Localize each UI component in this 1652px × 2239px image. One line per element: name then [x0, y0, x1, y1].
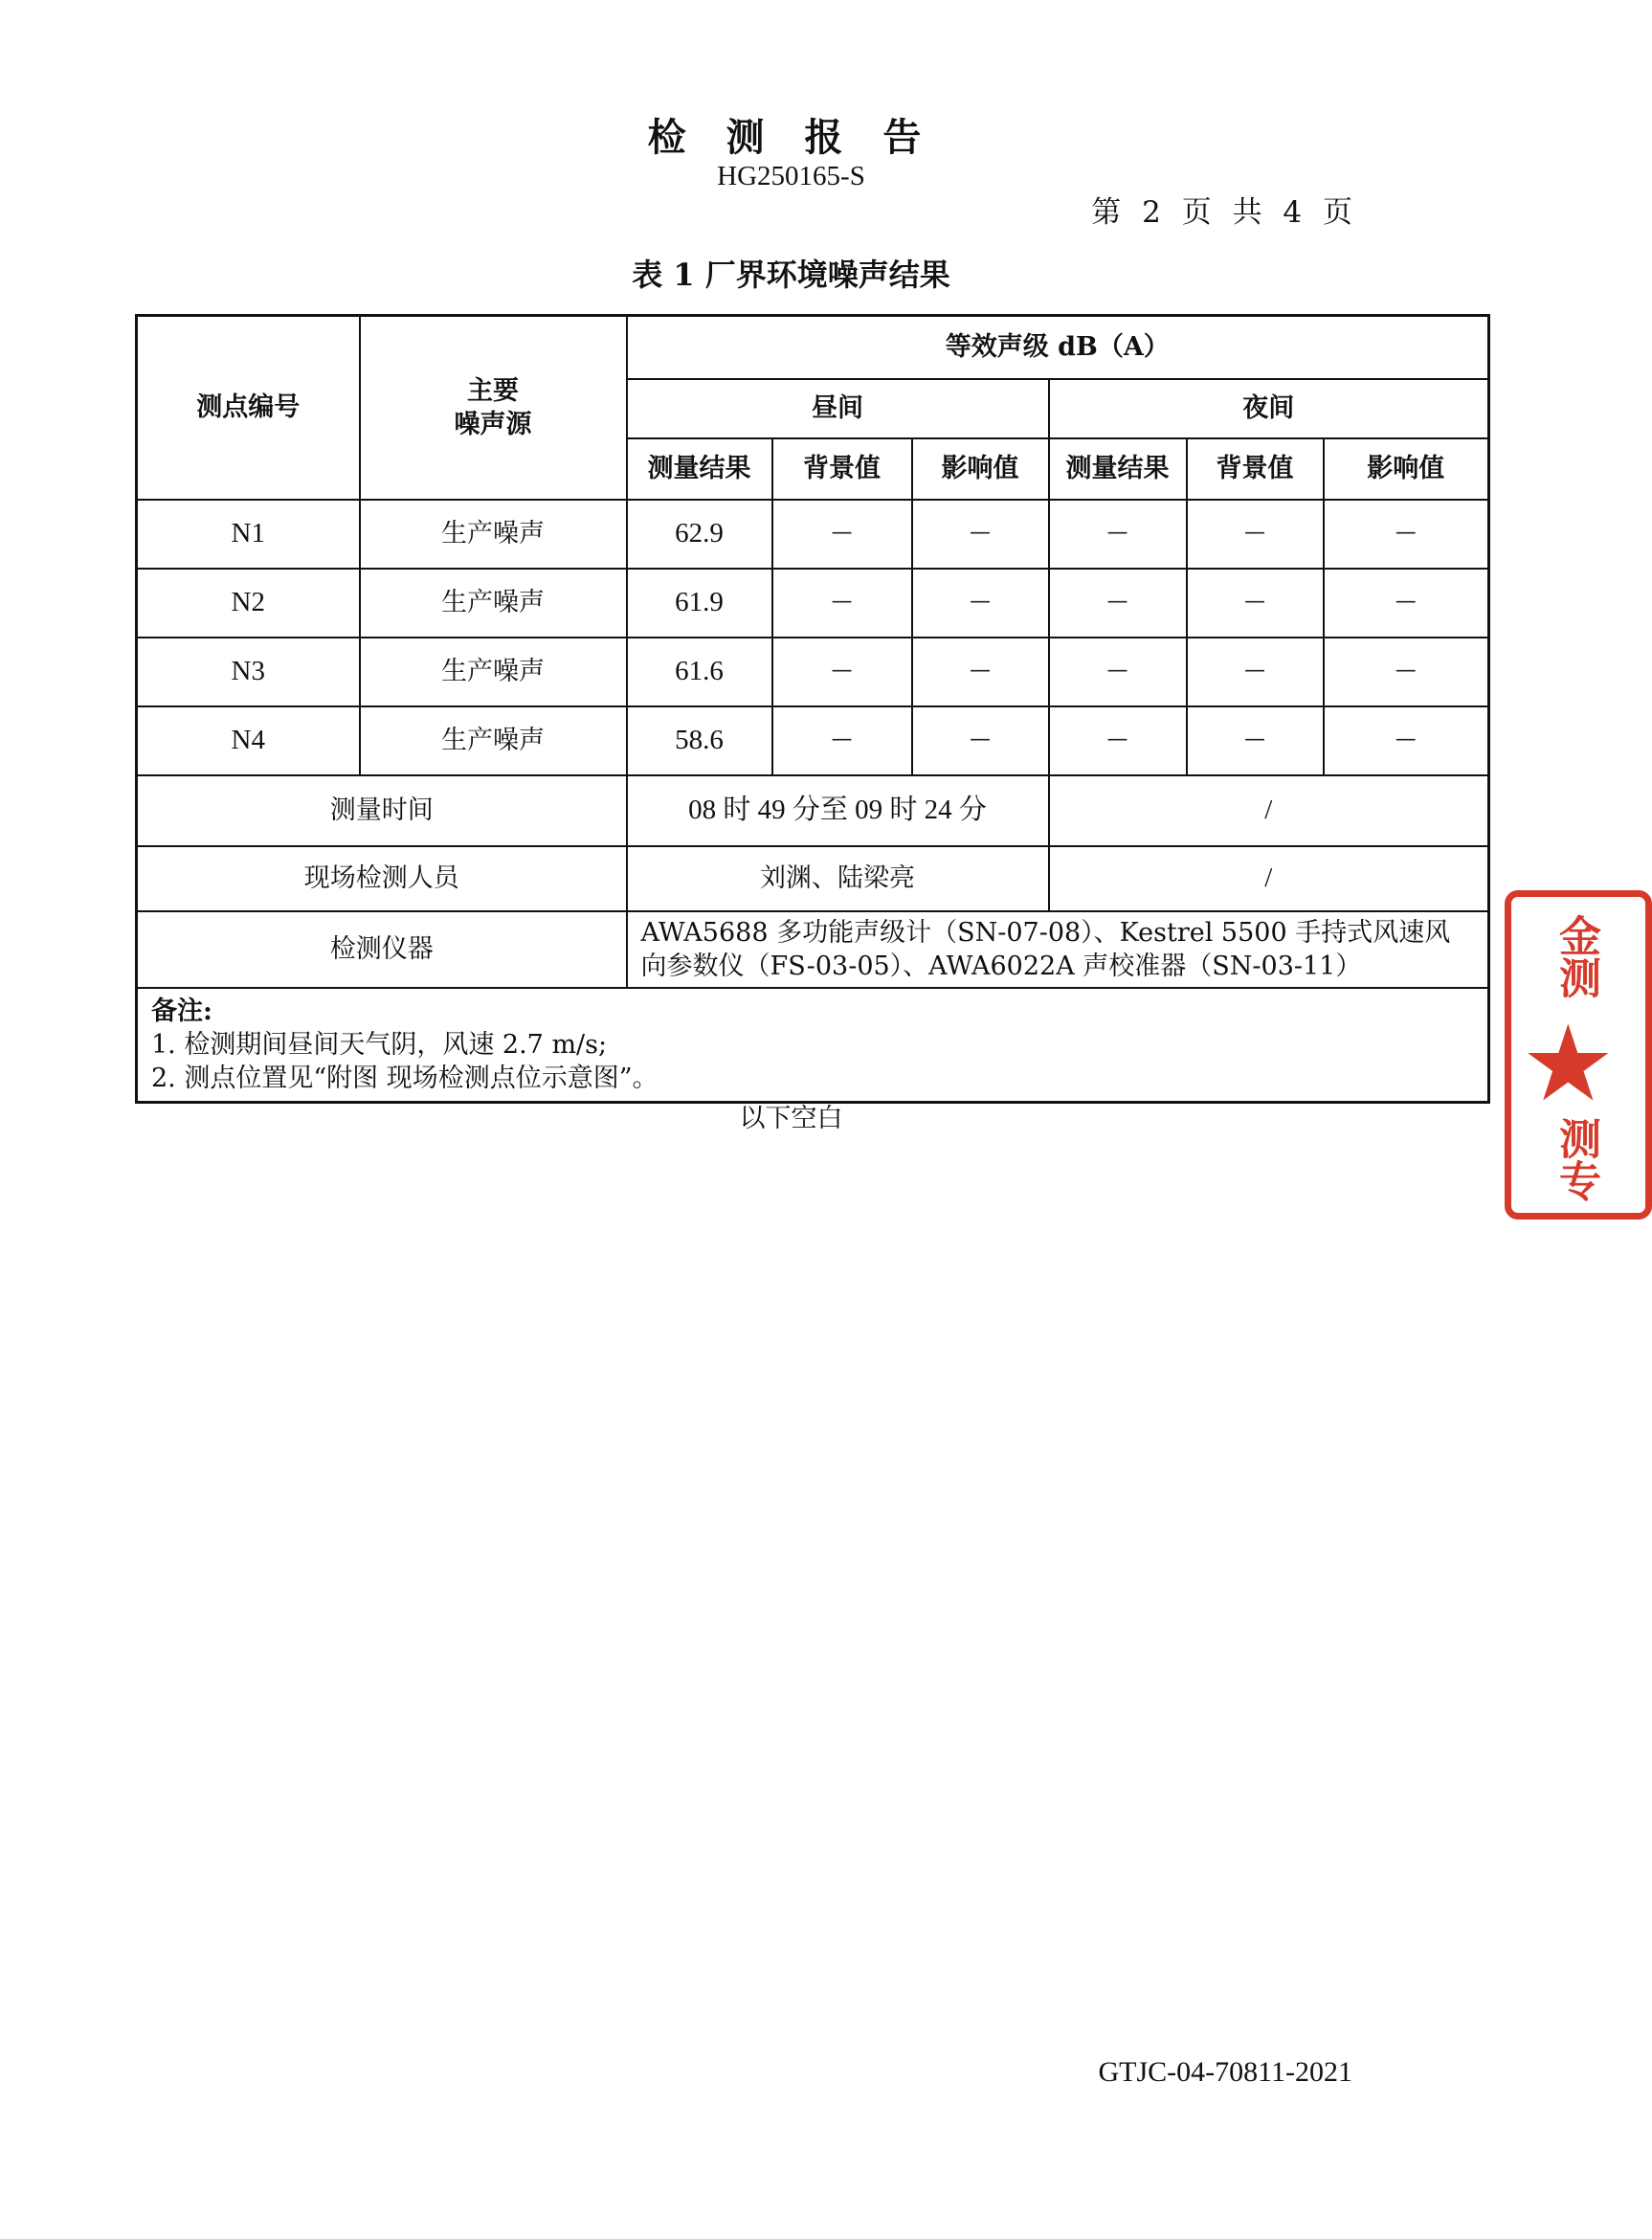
measurement-time-night: /	[1049, 775, 1489, 846]
staff-day: 刘渊、陆梁亮	[627, 846, 1049, 911]
document-code: GTJC-04-70811-2021	[1098, 2056, 1352, 2088]
noise-results-table	[135, 314, 1490, 1104]
page-indicator: 第 2 页 共 4 页	[1091, 195, 1358, 230]
night-result: —	[1049, 569, 1187, 638]
header-point-id: 测点编号	[137, 316, 360, 500]
night-impact: —	[1324, 706, 1489, 775]
table-row	[137, 706, 1489, 775]
noise-source: 生产噪声	[360, 638, 627, 706]
night-background: —	[1187, 638, 1324, 706]
day-impact: —	[912, 500, 1049, 569]
day-result: 58.6	[627, 706, 772, 775]
table-row	[137, 569, 1489, 638]
header-noise-source	[360, 316, 627, 500]
table-row	[137, 500, 1489, 569]
header-night-impact: 影响值	[1324, 438, 1489, 500]
night-background: —	[1187, 706, 1324, 775]
table-row	[137, 638, 1489, 706]
night-result: —	[1049, 706, 1187, 775]
remarks-cell	[137, 988, 1489, 1103]
night-impact: —	[1324, 500, 1489, 569]
instrument-label: 检测仪器	[137, 911, 627, 988]
day-result: 61.9	[627, 569, 772, 638]
night-background: —	[1187, 569, 1324, 638]
staff-night: /	[1049, 846, 1489, 911]
header-noise-source-line1: 主要	[467, 375, 519, 406]
measurement-time-day: 08 时 49 分至 09 时 24 分	[627, 775, 1049, 846]
day-background: —	[772, 638, 912, 706]
remarks-row	[137, 988, 1489, 1103]
point-id: N1	[137, 500, 360, 569]
point-id: N2	[137, 569, 360, 638]
staff-label: 现场检测人员	[137, 846, 627, 911]
instrument-row	[137, 911, 1489, 988]
night-impact: —	[1324, 638, 1489, 706]
seal-star-icon: ★	[1521, 1002, 1616, 1125]
seal-text-top: 金测	[1552, 914, 1600, 998]
day-impact: —	[912, 706, 1049, 775]
night-result: —	[1049, 500, 1187, 569]
point-id: N4	[137, 706, 360, 775]
point-id: N3	[137, 638, 360, 706]
day-background: —	[772, 706, 912, 775]
day-impact: —	[912, 638, 1049, 706]
remark-item-2: 2. 测点位置见“附图 现场检测点位示意图”。	[151, 1063, 659, 1093]
remarks-title: 备注:	[151, 996, 212, 1026]
instrument-value: AWA5688 多功能声级计（SN-07-08）、Kestrel 5500 手持式风速风向参数仪（FS-03-05）、AWA6022A 声校准器（SN-03-11）	[627, 911, 1489, 988]
header-night-measured: 测量结果	[1049, 438, 1187, 500]
noise-source: 生产噪声	[360, 500, 627, 569]
staff-row	[137, 846, 1489, 911]
day-result: 61.6	[627, 638, 772, 706]
night-impact: —	[1324, 569, 1489, 638]
header-day-background: 背景值	[772, 438, 912, 500]
report-number: HG250165-S	[717, 161, 865, 191]
header-day-measured: 测量结果	[627, 438, 772, 500]
report-title: 检 测 报 告	[647, 115, 935, 160]
seal-text-bottom: 测专	[1552, 1117, 1600, 1201]
day-background: —	[772, 500, 912, 569]
day-result: 62.9	[627, 500, 772, 569]
measurement-time-row	[137, 775, 1489, 846]
table-caption: 表 1 厂界环境噪声结果	[632, 257, 950, 293]
noise-source: 生产噪声	[360, 706, 627, 775]
header-daytime: 昼间	[627, 379, 1049, 438]
header-night-background: 背景值	[1187, 438, 1324, 500]
seal-stamp	[1505, 890, 1652, 1220]
night-background: —	[1187, 500, 1324, 569]
measurement-time-label: 测量时间	[137, 775, 627, 846]
header-equivalent-level: 等效声级 dB（A）	[627, 316, 1489, 379]
day-impact: —	[912, 569, 1049, 638]
blank-below-note: 以下空白	[739, 1104, 843, 1133]
header-noise-source-line2: 噪声源	[454, 409, 532, 439]
header-nighttime: 夜间	[1049, 379, 1489, 438]
night-result: —	[1049, 638, 1187, 706]
day-background: —	[772, 569, 912, 638]
remark-item-1: 1. 检测期间昼间天气阴，风速 2.7 m/s;	[151, 1029, 608, 1060]
header-day-impact: 影响值	[912, 438, 1049, 500]
noise-source: 生产噪声	[360, 569, 627, 638]
